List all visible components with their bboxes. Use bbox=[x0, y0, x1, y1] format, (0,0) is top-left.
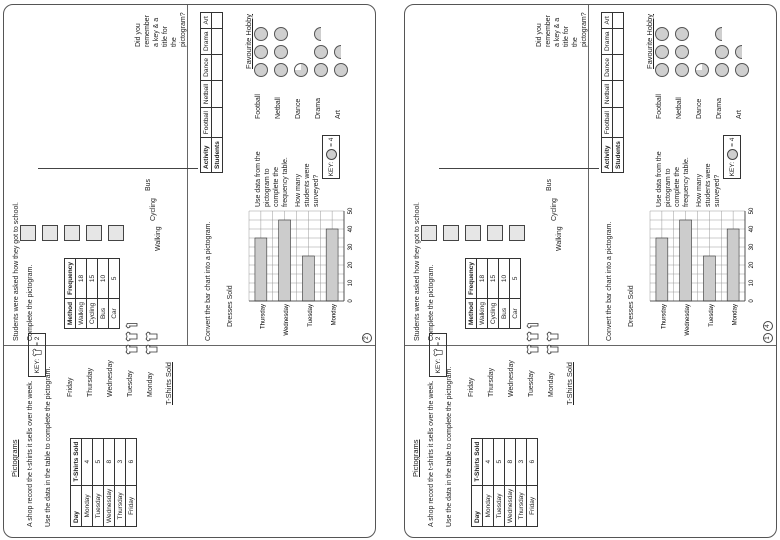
tshirt-pictogram-title: T-Shirts Sold bbox=[164, 362, 173, 405]
category-label: Thursday bbox=[661, 304, 668, 330]
q1-table bbox=[471, 438, 538, 527]
q1-instruction: A shop record the t-shirts it sells over the week. bbox=[27, 380, 34, 527]
pictogram-day-label: Friday bbox=[67, 377, 74, 397]
table-cell: 15 bbox=[87, 259, 98, 299]
hobby-circle bbox=[254, 63, 268, 77]
table-cell: 4 bbox=[483, 438, 494, 485]
tshirt-icon bbox=[145, 344, 158, 355]
pictogram-method-label: Cycling bbox=[551, 198, 558, 221]
bar bbox=[255, 238, 267, 301]
page-title: Pictograms bbox=[10, 439, 19, 477]
pictogram-square bbox=[42, 225, 58, 241]
question-number: 4 bbox=[763, 321, 773, 331]
q2-table bbox=[64, 258, 120, 329]
table-header: T-Shirts Sold bbox=[472, 438, 483, 485]
tshirt-icon bbox=[145, 331, 158, 342]
half-circle bbox=[334, 45, 341, 59]
table-row-label: Students bbox=[212, 138, 223, 173]
pictogram-method-label: Bus bbox=[145, 178, 152, 191]
q1-table bbox=[70, 438, 137, 527]
bar bbox=[703, 256, 715, 301]
pictogram-day-label: Tuesday bbox=[528, 370, 535, 397]
answer-cell[interactable] bbox=[613, 28, 624, 55]
pictogram-square bbox=[509, 225, 525, 241]
answer-cell[interactable] bbox=[212, 13, 223, 28]
key-label: KEY: bbox=[33, 358, 41, 374]
pictogram-square bbox=[20, 225, 36, 241]
pictogram-day-label: Wednesday bbox=[508, 360, 515, 397]
table-cell: Wednesday bbox=[104, 485, 115, 526]
question-number: 1 bbox=[763, 333, 773, 343]
table-cell: 15 bbox=[488, 259, 499, 299]
answer-cell[interactable] bbox=[613, 108, 624, 138]
q2-instruction: Students were asked how they got to school. bbox=[414, 202, 421, 341]
pictogram-method-label: Cycling bbox=[150, 198, 157, 221]
circle-icon bbox=[326, 149, 337, 160]
q2-instruction-2: Complete the pictogram. bbox=[428, 264, 435, 341]
tshirt-icon bbox=[546, 331, 559, 342]
table-header: Method bbox=[466, 298, 477, 328]
table-header: Day bbox=[472, 485, 483, 526]
tshirt-row-monday bbox=[145, 329, 163, 355]
tshirt-row-monday bbox=[546, 329, 564, 355]
hobby-circle bbox=[655, 27, 669, 41]
table-cell: 3 bbox=[516, 438, 527, 485]
hobby-circle bbox=[655, 45, 669, 59]
table-cell: 5 bbox=[494, 438, 505, 485]
worksheet-rotated-content bbox=[405, 5, 776, 537]
hobby-circle bbox=[254, 45, 268, 59]
table-header: Frequency bbox=[65, 259, 76, 299]
pictogram-activity-label: Art bbox=[736, 110, 743, 119]
tshirt-icon bbox=[546, 344, 559, 355]
table-cell: Bus bbox=[499, 298, 510, 328]
pictogram-axis bbox=[38, 168, 198, 169]
key-value: = 4 bbox=[728, 137, 736, 147]
answer-cell[interactable] bbox=[613, 13, 624, 28]
tick-label: 30 bbox=[348, 243, 354, 251]
table-header: Netball bbox=[602, 80, 613, 107]
q3-table bbox=[601, 12, 624, 173]
tshirt-icon bbox=[125, 331, 138, 342]
pictogram-activity-label: Netball bbox=[676, 97, 683, 119]
hobby-circle bbox=[334, 63, 348, 77]
pictogram-activity-label: Dance bbox=[696, 98, 703, 119]
table-cell: Walking bbox=[477, 298, 488, 328]
divider-horizontal bbox=[187, 5, 188, 346]
bar bbox=[326, 229, 338, 301]
tick-label: 50 bbox=[749, 207, 755, 215]
table-cell: 18 bbox=[76, 259, 87, 299]
half-circle bbox=[314, 27, 321, 41]
table-cell: Friday bbox=[527, 485, 538, 526]
pictogram-activity-label: Drama bbox=[315, 97, 322, 119]
tshirt-icon bbox=[125, 344, 138, 355]
pictogram-method-label: Walking bbox=[155, 226, 162, 251]
pictogram-activity-label: Art bbox=[335, 110, 342, 119]
table-cell: 8 bbox=[104, 438, 115, 485]
q3-question: How many students were surveyed? bbox=[295, 163, 320, 207]
q3-table bbox=[200, 12, 223, 173]
table-header: Dance bbox=[602, 55, 613, 81]
pictogram-square bbox=[64, 225, 80, 241]
tick-label: 20 bbox=[749, 261, 755, 269]
key-label: KEY: bbox=[434, 358, 442, 374]
table-header: Art bbox=[602, 13, 613, 28]
table-cell: Car bbox=[109, 298, 120, 328]
tshirt-icon bbox=[526, 344, 539, 355]
table-cell: 6 bbox=[126, 438, 137, 485]
category-label: Thursday bbox=[260, 304, 267, 330]
table-cell: 18 bbox=[477, 259, 488, 299]
chart-title: Dresses Sold bbox=[628, 285, 635, 327]
table-cell: Cycling bbox=[488, 298, 499, 328]
q2-reminder: Did you remember a key & a title for the pictogram? bbox=[536, 12, 588, 47]
tick-label: 10 bbox=[749, 279, 755, 287]
category-label: Monday bbox=[331, 304, 338, 326]
answer-cell[interactable] bbox=[212, 28, 223, 55]
worksheet-page-right bbox=[404, 4, 777, 538]
hobby-circle bbox=[274, 27, 288, 41]
pictogram-activity-label: Dance bbox=[295, 98, 302, 119]
tick-label: 10 bbox=[348, 279, 354, 287]
half-tshirt-icon bbox=[526, 318, 539, 329]
category-label: Monday bbox=[732, 304, 739, 326]
pictogram-activity-label: Netball bbox=[275, 97, 282, 119]
table-cell: Friday bbox=[126, 485, 137, 526]
hobby-pictogram-title: Favourite Hobby bbox=[645, 13, 654, 69]
hobby-circle bbox=[715, 63, 729, 77]
hobby-circle bbox=[274, 45, 288, 59]
half-tshirt-icon bbox=[125, 318, 138, 329]
pictogram-square bbox=[465, 225, 481, 241]
q3-instruction: Use data from the pictogram to complete the frequency table. bbox=[656, 151, 690, 207]
bar bbox=[656, 238, 668, 301]
bar bbox=[302, 256, 314, 301]
pictogram-square bbox=[108, 225, 124, 241]
q2-instruction: Students were asked how they got to school. bbox=[13, 202, 20, 341]
table-cell: 10 bbox=[499, 259, 510, 299]
tick-label: 40 bbox=[749, 225, 755, 233]
hobby-circle bbox=[314, 45, 328, 59]
q2-table bbox=[465, 258, 521, 329]
half-circle bbox=[735, 45, 742, 59]
table-header: Football bbox=[602, 108, 613, 138]
table-header: Art bbox=[201, 13, 212, 28]
table-cell: 6 bbox=[527, 438, 538, 485]
table-cell: 5 bbox=[109, 259, 120, 299]
q3-key bbox=[723, 135, 741, 179]
half-circle bbox=[715, 27, 722, 41]
three-quarter-circle bbox=[294, 63, 308, 77]
tshirt-icon bbox=[32, 348, 42, 357]
table-cell: Monday bbox=[82, 485, 93, 526]
table-header: Activity bbox=[602, 138, 613, 173]
key-label: KEY: bbox=[327, 161, 335, 177]
category-label: Tuesday bbox=[708, 304, 715, 327]
tick-label: 0 bbox=[348, 299, 354, 303]
table-cell: Monday bbox=[483, 485, 494, 526]
hobby-pictogram-title: Favourite Hobby bbox=[244, 13, 253, 69]
divider-vertical bbox=[405, 345, 776, 346]
chart-title: Dresses Sold bbox=[227, 285, 234, 327]
pictogram-day-label: Thursday bbox=[87, 367, 94, 397]
tshirt-icon bbox=[526, 331, 539, 342]
table-header: Netball bbox=[201, 80, 212, 107]
table-cell: 5 bbox=[510, 259, 521, 299]
pictogram-activity-label: Football bbox=[656, 94, 663, 119]
pictogram-day-label: Wednesday bbox=[107, 360, 114, 397]
answer-cell[interactable] bbox=[212, 108, 223, 138]
tick-label: 40 bbox=[348, 225, 354, 233]
table-header: Activity bbox=[201, 138, 212, 173]
circle-icon bbox=[727, 149, 738, 160]
q1-instruction: A shop record the t-shirts it sells over the week. bbox=[428, 380, 435, 527]
table-header: Drama bbox=[602, 28, 613, 55]
category-label: Wednesday bbox=[284, 304, 291, 336]
table-header: Dance bbox=[201, 55, 212, 81]
pictogram-activity-label: Football bbox=[255, 94, 262, 119]
answer-cell[interactable] bbox=[212, 80, 223, 107]
table-header: Football bbox=[201, 108, 212, 138]
tshirt-icon bbox=[433, 348, 443, 357]
table-cell: Tuesday bbox=[93, 485, 104, 526]
q2-reminder: Did you remember a key & a title for the pictogram? bbox=[135, 12, 187, 47]
hobby-circle bbox=[675, 45, 689, 59]
bar bbox=[680, 220, 692, 301]
hobby-circle bbox=[735, 63, 749, 77]
dresses-bar-chart bbox=[234, 201, 354, 341]
worksheet-rotated-content bbox=[4, 5, 375, 537]
q4-instruction: Convert the bar chart into a pictogram. bbox=[205, 221, 212, 341]
pictogram-square bbox=[421, 225, 437, 241]
key-label: KEY: bbox=[728, 161, 736, 177]
table-cell: Cycling bbox=[87, 298, 98, 328]
q3-instruction: Use data from the pictogram to complete the frequency table. bbox=[255, 151, 289, 207]
key-value: = 4 bbox=[327, 137, 335, 147]
table-cell: Thursday bbox=[115, 485, 126, 526]
table-header: T-Shirts Sold bbox=[71, 438, 82, 485]
table-header: Method bbox=[65, 298, 76, 328]
tick-label: 30 bbox=[749, 243, 755, 251]
q4-instruction: Convert the bar chart into a pictogram. bbox=[606, 221, 613, 341]
tshirt-pictogram-title: T-Shirts Sold bbox=[565, 362, 574, 405]
table-cell: Wednesday bbox=[505, 485, 516, 526]
hobby-circle bbox=[675, 27, 689, 41]
q3-question: How many students were surveyed? bbox=[696, 163, 721, 207]
page-title: Pictograms bbox=[411, 439, 420, 477]
hobby-circle bbox=[675, 63, 689, 77]
table-cell: 3 bbox=[115, 438, 126, 485]
pictogram-day-label: Friday bbox=[468, 377, 475, 397]
tick-label: 20 bbox=[348, 261, 354, 269]
pictogram-square bbox=[443, 225, 459, 241]
bar bbox=[279, 220, 291, 301]
tshirt-row-tuesday bbox=[526, 316, 544, 355]
pictogram-square bbox=[487, 225, 503, 241]
three-quarter-circle bbox=[695, 63, 709, 77]
pictogram-method-label: Bus bbox=[546, 178, 553, 191]
bar bbox=[727, 229, 739, 301]
answer-cell[interactable] bbox=[613, 55, 624, 81]
pictogram-axis bbox=[439, 168, 599, 169]
table-cell: 4 bbox=[82, 438, 93, 485]
hobby-circle bbox=[655, 63, 669, 77]
q1-instruction-2: Use the data in the table to complete the pictogram. bbox=[446, 366, 453, 527]
table-row-label: Students bbox=[613, 138, 624, 173]
table-cell: Tuesday bbox=[494, 485, 505, 526]
table-cell: Bus bbox=[98, 298, 109, 328]
table-cell: Thursday bbox=[516, 485, 527, 526]
table-cell: 8 bbox=[505, 438, 516, 485]
table-cell: 5 bbox=[93, 438, 104, 485]
pictogram-square bbox=[86, 225, 102, 241]
tick-label: 50 bbox=[348, 207, 354, 215]
answer-cell[interactable] bbox=[212, 55, 223, 81]
hobby-circle bbox=[314, 63, 328, 77]
dresses-bar-chart bbox=[635, 201, 755, 341]
pictogram-day-label: Thursday bbox=[488, 367, 495, 397]
table-header: Drama bbox=[201, 28, 212, 55]
q3-key bbox=[322, 135, 340, 179]
category-label: Tuesday bbox=[307, 304, 314, 327]
table-header: Frequency bbox=[466, 259, 477, 299]
hobby-circle bbox=[715, 45, 729, 59]
pictogram-day-label: Tuesday bbox=[127, 370, 134, 397]
tshirt-row-tuesday bbox=[125, 316, 143, 355]
question-number: 2 bbox=[362, 333, 372, 343]
table-header: Day bbox=[71, 485, 82, 526]
hobby-circle bbox=[274, 63, 288, 77]
tick-label: 0 bbox=[749, 299, 755, 303]
key-value: = 2 bbox=[434, 336, 442, 346]
table-cell: Car bbox=[510, 298, 521, 328]
q2-instruction-2: Complete the pictogram. bbox=[27, 264, 34, 341]
pictogram-day-label: Monday bbox=[548, 372, 555, 397]
pictogram-day-label: Monday bbox=[147, 372, 154, 397]
divider-horizontal bbox=[588, 5, 589, 346]
hobby-circle bbox=[254, 27, 268, 41]
key-value: = 2 bbox=[33, 336, 41, 346]
category-label: Wednesday bbox=[685, 304, 692, 336]
table-cell: 10 bbox=[98, 259, 109, 299]
pictogram-activity-label: Drama bbox=[716, 97, 723, 119]
divider-vertical bbox=[4, 345, 375, 346]
worksheet-page-left bbox=[3, 4, 376, 538]
table-cell: Walking bbox=[76, 298, 87, 328]
q1-instruction-2: Use the data in the table to complete the pictogram. bbox=[45, 366, 52, 527]
answer-cell[interactable] bbox=[613, 80, 624, 107]
pictogram-method-label: Walking bbox=[556, 226, 563, 251]
